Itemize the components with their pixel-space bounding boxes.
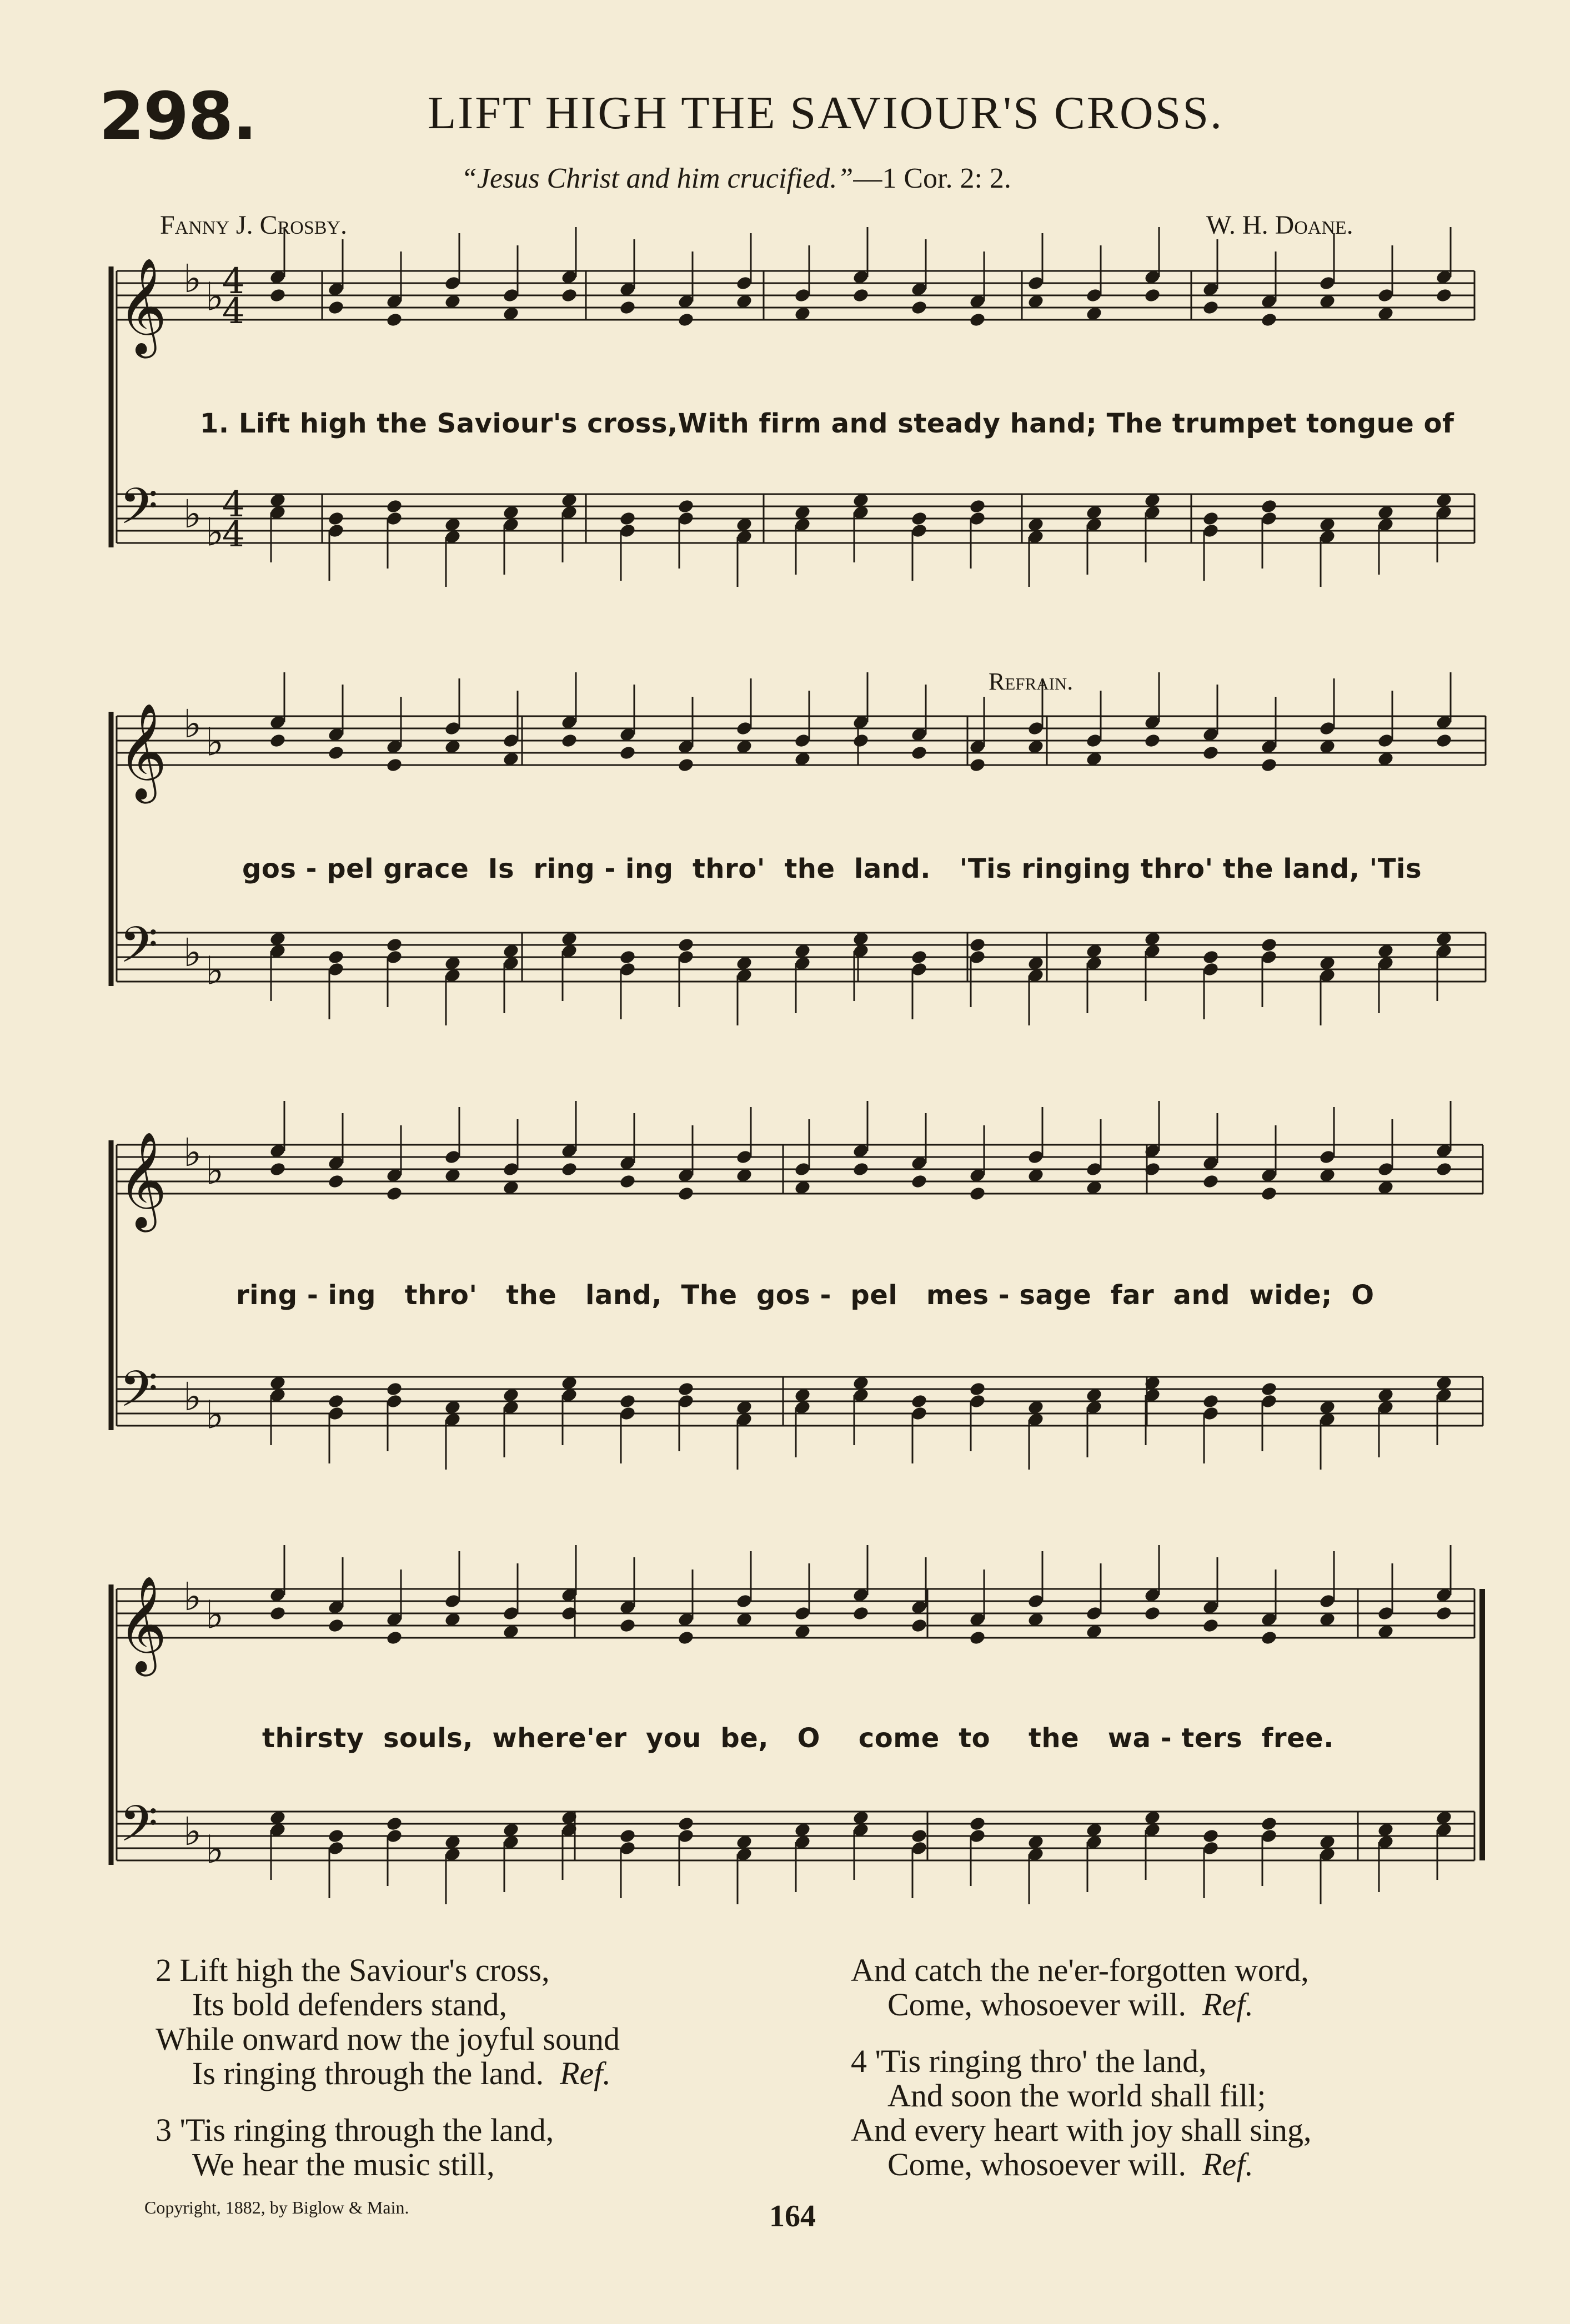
notehead (677, 1629, 695, 1646)
flat-icon: ♭ (183, 1809, 202, 1854)
notehead (619, 1173, 636, 1189)
time-signature: 4 (222, 261, 245, 302)
notehead (619, 1393, 636, 1409)
time-signature: 4 (222, 484, 245, 525)
notehead (910, 949, 928, 965)
treble-clef-icon: 𝄞 (118, 1576, 167, 1672)
refrain-cue: Ref. (1186, 1986, 1253, 2023)
refrain-cue: Ref. (544, 2055, 611, 2091)
verse-line: Its bold defenders stand, (192, 1986, 507, 2023)
verse-line: And every heart with joy shall sing, (851, 2112, 1312, 2148)
hymn-number: 298. (99, 78, 257, 154)
notehead (560, 1161, 578, 1177)
notehead (619, 949, 636, 965)
verse-line: 2 Lift high the Saviour's cross, (156, 1952, 550, 1988)
notehead (327, 745, 345, 761)
notehead (969, 1815, 986, 1832)
lyric-line-4: thirsty souls, where'er you be, O come to the wa - ters free. (262, 1723, 1334, 1754)
notehead (910, 299, 928, 315)
notehead (1260, 1185, 1278, 1201)
treble-clef-icon: 𝄞 (118, 1131, 167, 1228)
lyricist-credit: Fanny J. Crosby. (160, 210, 347, 240)
verses-left-column (156, 1953, 620, 2182)
composer-credit: W. H. Doane. (1206, 210, 1353, 240)
notehead (385, 1815, 403, 1832)
notehead (385, 757, 403, 773)
page-number: 164 (769, 2199, 816, 2234)
flat-icon: ♭ (205, 509, 224, 555)
notehead (677, 1381, 695, 1397)
verses-right-column (851, 1953, 1312, 2182)
bass-clef-icon: 𝄢 (119, 917, 158, 986)
notehead (619, 745, 636, 761)
notehead (385, 1381, 403, 1397)
notehead (910, 745, 928, 761)
notehead (327, 299, 345, 315)
notehead (1202, 510, 1220, 526)
notehead (910, 1617, 928, 1633)
notehead (1260, 757, 1278, 773)
verse-line: 3 'Tis ringing through the land, (156, 2112, 554, 2148)
notehead (327, 1828, 345, 1844)
epigraph-quote: “Jesus Christ and him crucified.” (461, 163, 854, 194)
notehead (969, 1185, 986, 1201)
notehead (619, 299, 636, 315)
flat-icon: ♭ (205, 274, 224, 320)
notehead (1260, 498, 1278, 514)
flat-icon: ♭ (183, 491, 202, 537)
notehead (969, 498, 986, 514)
notehead (327, 1173, 345, 1189)
notehead (677, 1185, 695, 1201)
notehead (1435, 287, 1453, 303)
notehead (385, 1629, 403, 1646)
notehead (1260, 1815, 1278, 1832)
verse-line: We hear the music still, (192, 2146, 495, 2182)
notehead (677, 1815, 695, 1832)
notehead (327, 1617, 345, 1633)
bass-clef-icon: 𝄢 (119, 1795, 158, 1865)
lyric-line-2: gos - pel grace Is ring - ing thro' the land. 'Tis ringing thro' the land, 'Tis (242, 853, 1422, 884)
treble-clef-icon: 𝄞 (118, 703, 167, 799)
epigraph-reference: —1 Cor. 2: 2. (853, 163, 1011, 194)
notehead (1435, 732, 1453, 748)
notehead (1435, 1605, 1453, 1621)
bass-clef-icon: 𝄢 (119, 478, 158, 547)
flat-icon: ♭ (183, 1130, 202, 1175)
notehead (1260, 1629, 1278, 1646)
notehead (385, 498, 403, 514)
flat-icon: ♭ (205, 719, 224, 765)
notehead (619, 1828, 636, 1844)
hymn-title: LIFT HIGH THE SAVIOUR'S CROSS. (428, 87, 1224, 139)
notehead (1202, 1173, 1220, 1189)
notehead (969, 311, 986, 328)
verse-line: And soon the world shall fill; (887, 2077, 1266, 2114)
notehead (327, 510, 345, 526)
notehead (910, 1828, 928, 1844)
treble-clef-icon: 𝄞 (118, 258, 167, 354)
bass-clef-icon: 𝄢 (119, 1361, 158, 1430)
notehead (677, 311, 695, 328)
notehead (1202, 745, 1220, 761)
notehead (327, 1393, 345, 1409)
notehead (385, 1185, 403, 1201)
lyric-line-3: ring - ing thro' the land, The gos - pel mes - sage far and wide; O (236, 1280, 1375, 1311)
notehead (852, 732, 870, 748)
notehead (1260, 311, 1278, 328)
notehead (385, 311, 403, 328)
notehead (1202, 1617, 1220, 1633)
refrain-cue: Ref. (1186, 2146, 1253, 2182)
notehead (910, 510, 928, 526)
flat-icon: ♭ (183, 1574, 202, 1619)
notehead (852, 1161, 870, 1177)
notehead (1143, 287, 1161, 303)
verse-line: 4 'Tis ringing thro' the land, (851, 2043, 1207, 2079)
notehead (385, 937, 403, 953)
verse-line: And catch the ne'er-forgotten word, (851, 1952, 1309, 1988)
notehead (1435, 1161, 1453, 1177)
notehead (969, 1381, 986, 1397)
flat-icon: ♭ (205, 1148, 224, 1194)
flat-icon: ♭ (183, 256, 202, 301)
flat-icon: ♭ (205, 1827, 224, 1873)
refrain-label: Refrain. (989, 668, 1074, 695)
flat-icon: ♭ (205, 1392, 224, 1438)
notehead (969, 1629, 986, 1646)
notehead (1260, 1381, 1278, 1397)
flat-icon: ♭ (183, 930, 202, 975)
notehead (1202, 1828, 1220, 1844)
time-signature: 4 (222, 291, 245, 332)
copyright-notice: Copyright, 1882, by Biglow & Main. (144, 2197, 409, 2217)
notehead (269, 1605, 287, 1621)
notehead (1143, 732, 1161, 748)
notehead (269, 1161, 287, 1177)
verse-line: Is ringing through the land. Ref. (192, 2055, 611, 2091)
lyric-line-1: 1. Lift high the Saviour's cross,With firm and steady hand; The trumpet tongue of (200, 408, 1454, 439)
notehead (1202, 949, 1220, 965)
notehead (269, 287, 287, 303)
verse-line: Come, whosoever will. Ref. (887, 1986, 1253, 2023)
notehead (677, 498, 695, 514)
notehead (327, 949, 345, 965)
notehead (852, 1605, 870, 1621)
flat-icon: ♭ (183, 1374, 202, 1420)
time-signature: 4 (222, 514, 245, 555)
notehead (1143, 1605, 1161, 1621)
flat-icon: ♭ (205, 948, 224, 994)
notehead (910, 1173, 928, 1189)
notehead (677, 937, 695, 953)
verse-line: Come, whosoever will. Ref. (887, 2146, 1253, 2182)
notehead (619, 1617, 636, 1633)
notehead (269, 732, 287, 748)
flat-icon: ♭ (183, 701, 202, 747)
notehead (969, 757, 986, 773)
notehead (852, 287, 870, 303)
notehead (1260, 937, 1278, 953)
notehead (1202, 1393, 1220, 1409)
notehead (1202, 299, 1220, 315)
verse-line: While onward now the joyful sound (156, 2021, 620, 2057)
notehead (969, 937, 986, 953)
notehead (619, 510, 636, 526)
notehead (677, 757, 695, 773)
notehead (560, 732, 578, 748)
flat-icon: ♭ (205, 1592, 224, 1638)
notehead (910, 1393, 928, 1409)
notehead (560, 287, 578, 303)
